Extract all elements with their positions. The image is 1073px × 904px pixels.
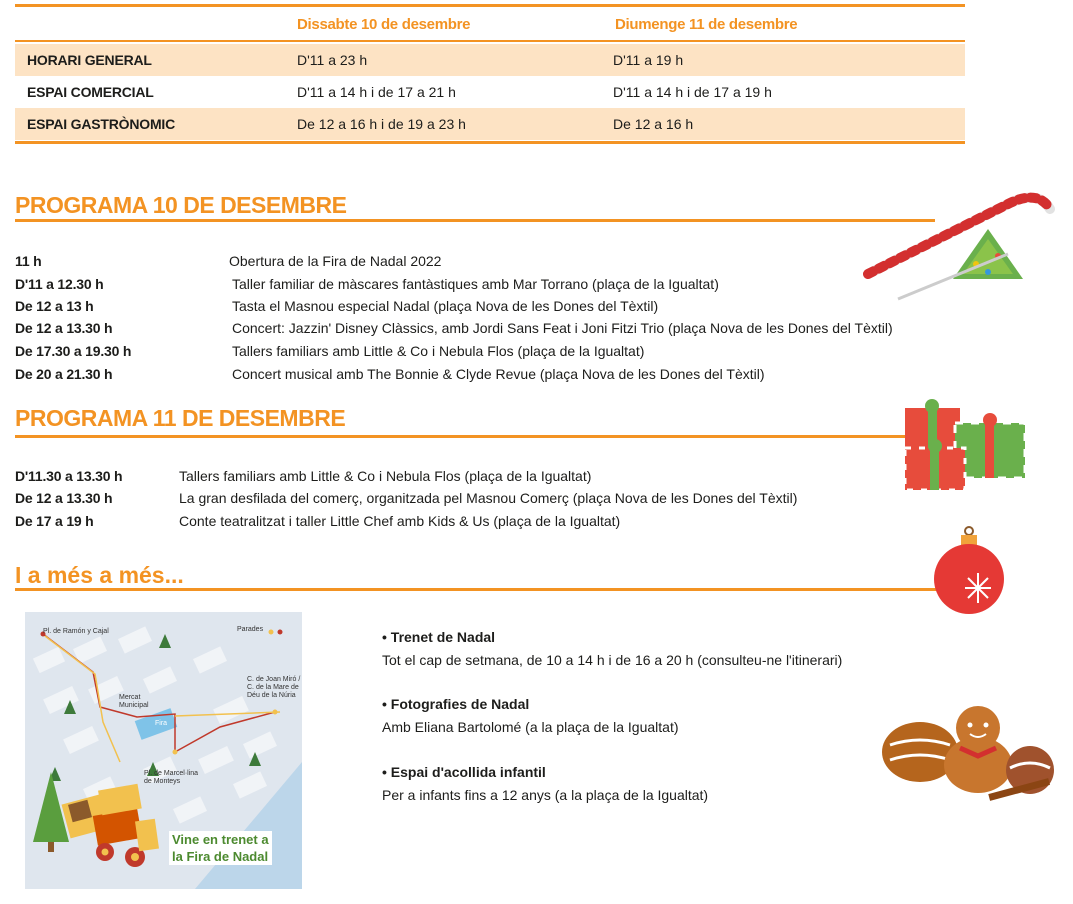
- table-top-rule: [15, 4, 965, 7]
- gift-boxes-icon: [900, 398, 1035, 496]
- map-label-joan-miro: C. de Joan Miró / C. de la Mare de Déu de la Núria: [247, 676, 301, 699]
- program-desc: Conte teatralitzat i taller Little Chef amb Kids & Us (plaça de la Igualtat): [179, 513, 621, 529]
- map-tagline: [169, 831, 272, 865]
- program-time: De 20 a 21.30 h: [15, 366, 113, 382]
- map-label-parades: Parades: [237, 626, 264, 633]
- program-desc: Concert musical amb The Bonnie & Clyde Revue (plaça Nova de les Dones del Tèxtil): [232, 366, 765, 382]
- program-10-title: PROGRAMA 10 DE DESEMBRE: [15, 192, 347, 218]
- program-time: D'11 a 12.30 h: [15, 276, 104, 292]
- program-time: 11 h: [15, 253, 42, 269]
- table-row: [15, 76, 965, 108]
- sunday-hours: De 12 a 16 h: [613, 116, 694, 132]
- column-header-saturday: Dissabte 10 de desembre: [297, 16, 471, 33]
- map-label-mercat: Mercat Municipal: [119, 694, 149, 709]
- row-label: HORARI GENERAL: [27, 52, 152, 68]
- sunday-hours: D'11 a 14 h i de 17 a 19 h: [613, 84, 772, 100]
- extras-rule: [15, 588, 945, 591]
- column-header-sunday: Diumenge 11 de desembre: [615, 16, 798, 33]
- map-tagline-line2: la Fira de Nadal: [169, 848, 272, 865]
- extra-item-desc: Per a infants fins a 12 anys (a la plaça de la Igualtat): [382, 787, 709, 803]
- program-time: De 12 a 13 h: [15, 298, 94, 314]
- extra-item-title: • Trenet de Nadal: [382, 629, 496, 645]
- program-desc: Tasta el Masnou especial Nadal (plaça Nova de les Dones del Tèxtil): [232, 298, 659, 314]
- table-header-rule: [15, 40, 965, 42]
- program-desc: Obertura de la Fira de Nadal 2022: [229, 253, 442, 269]
- program-time: De 12 a 13.30 h: [15, 320, 113, 336]
- program-time: D'11.30 a 13.30 h: [15, 468, 123, 484]
- candy-cane-icon: [858, 184, 1058, 304]
- program-time: De 12 a 13.30 h: [15, 490, 113, 506]
- christmas-ornament-icon: [930, 525, 1008, 617]
- extra-item-desc: Tot el cap de setmana, de 10 a 14 h i de 16 a 20 h (consulteu-ne l'itinerari): [382, 652, 843, 668]
- program-10-rule: [15, 219, 935, 222]
- gingerbread-cookies-icon: [880, 700, 1056, 805]
- saturday-hours: De 12 a 16 h i de 19 a 23 h: [297, 116, 466, 132]
- extras-title: I a més a més...: [15, 562, 184, 588]
- extra-item-desc: Amb Eliana Bartolomé (a la plaça de la Igualtat): [382, 719, 679, 735]
- program-desc: Tallers familiars amb Little & Co i Nebula Flos (plaça de la Igualtat): [232, 343, 645, 359]
- row-label: ESPAI COMERCIAL: [27, 84, 154, 100]
- program-desc: Tallers familiars amb Little & Co i Nebula Flos (plaça de la Igualtat): [179, 468, 592, 484]
- program-11-rule: [15, 435, 915, 438]
- saturday-hours: D'11 a 14 h i de 17 a 21 h: [297, 84, 456, 100]
- table-row: [15, 108, 965, 140]
- map-label-marcel-lina: Pl. de Marcel·lina de Monteys: [144, 770, 199, 785]
- map-tagline-line1: Vine en trenet a: [169, 831, 272, 848]
- row-label: ESPAI GASTRÒNOMIC: [27, 116, 176, 132]
- table-bottom-rule: [15, 141, 965, 144]
- program-desc: Taller familiar de màscares fantàstiques amb Mar Torrano (plaça de la Igualtat): [232, 276, 719, 292]
- program-time: De 17 a 19 h: [15, 513, 94, 529]
- program-time: De 17.30 a 19.30 h: [15, 343, 132, 359]
- extra-item-title: • Espai d'acollida infantil: [382, 764, 546, 780]
- program-desc: La gran desfilada del comerç, organitzada pel Masnou Comerç (plaça Nova de les Dones del Tèxtil): [179, 490, 798, 506]
- extra-item-title: • Fotografies de Nadal: [382, 696, 530, 712]
- saturday-hours: D'11 a 23 h: [297, 52, 368, 68]
- program-desc: Concert: Jazzin' Disney Clàssics, amb Jordi Sans Feat i Joni Fitzi Trio (plaça Nova de les Dones del Tèxtil): [232, 320, 893, 336]
- map-label-fira: Fira: [155, 720, 168, 727]
- map-label-ramon-cajal: Pl. de Ramón y Cajal: [43, 628, 109, 635]
- program-11-title: PROGRAMA 11 DE DESEMBRE: [15, 405, 346, 431]
- table-row: [15, 44, 965, 76]
- sunday-hours: D'11 a 19 h: [613, 52, 684, 68]
